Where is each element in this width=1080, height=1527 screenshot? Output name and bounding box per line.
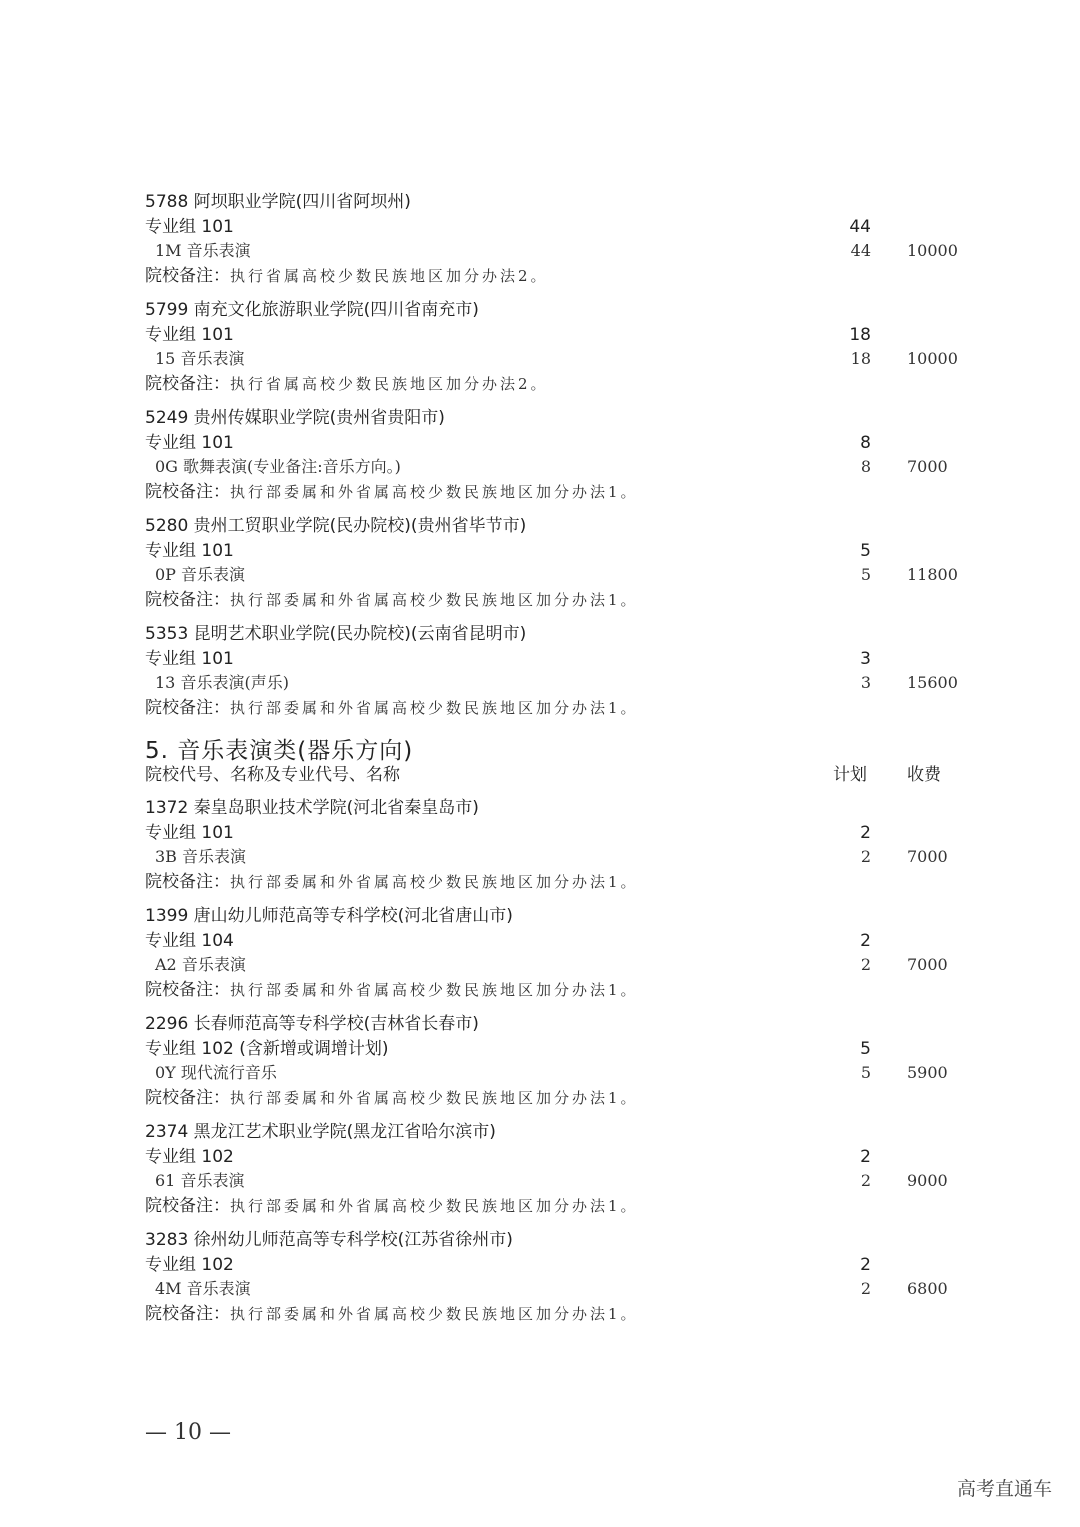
major-fee: 6800 xyxy=(907,1279,948,1299)
school-entry xyxy=(145,406,965,504)
note-label: 院校备注： xyxy=(145,1195,230,1216)
major-line xyxy=(145,953,965,978)
note-label: 院校备注： xyxy=(145,589,230,610)
major-plan-count: 18 xyxy=(850,349,871,369)
group-name: 专业组 102 xyxy=(145,1254,234,1275)
school-entry xyxy=(145,514,965,612)
watermark: 高考直通车 xyxy=(956,1478,1052,1500)
school-name: 2296 长春师范高等专科学校(吉林省长春市) xyxy=(145,1014,479,1034)
school-name: 3283 徐州幼儿师范高等专科学校(江苏省徐州市) xyxy=(145,1230,513,1250)
major-fee: 7000 xyxy=(907,457,948,477)
major-fee: 7000 xyxy=(907,847,948,867)
note-text: 执行部委属和外省属高校少数民族地区加分办法1。 xyxy=(230,590,639,609)
major-fee: 11800 xyxy=(907,565,958,585)
school-name: 2374 黑龙江艺术职业学院(黑龙江省哈尔滨市) xyxy=(145,1122,496,1142)
note-line xyxy=(145,1194,965,1219)
group-name: 专业组 101 xyxy=(145,216,234,237)
note-text: 执行部委属和外省属高校少数民族地区加分办法1。 xyxy=(230,872,639,891)
school-entry xyxy=(145,1228,965,1326)
note-text: 执行部委属和外省属高校少数民族地区加分办法1。 xyxy=(230,1304,639,1323)
group-name: 专业组 101 xyxy=(145,324,234,345)
group-name: 专业组 102 xyxy=(145,1146,234,1167)
group-plan-count: 18 xyxy=(849,324,871,345)
major-fee: 5900 xyxy=(907,1063,948,1083)
note-label: 院校备注： xyxy=(145,265,230,286)
group-plan-count: 2 xyxy=(860,822,871,843)
column-header xyxy=(145,763,965,787)
note-text: 执行省属高校少数民族地区加分办法2。 xyxy=(230,374,549,393)
note-text: 执行部委属和外省属高校少数民族地区加分办法1。 xyxy=(230,1196,639,1215)
note-line xyxy=(145,372,965,397)
group-line xyxy=(145,215,965,240)
group-line xyxy=(145,323,965,348)
major-plan-count: 3 xyxy=(860,673,871,693)
column-fee-header: 收费 xyxy=(907,765,941,785)
major-plan-count: 2 xyxy=(860,1279,871,1299)
major-name: 0P 音乐表演 xyxy=(155,565,246,585)
group-plan-count: 44 xyxy=(849,216,871,237)
major-plan-count: 8 xyxy=(860,457,871,477)
school-line xyxy=(145,1012,965,1037)
school-line xyxy=(145,298,965,323)
group-line xyxy=(145,647,965,672)
group-line xyxy=(145,1145,965,1170)
note-line xyxy=(145,1086,965,1111)
group-plan-count: 5 xyxy=(860,540,871,561)
group-line xyxy=(145,929,965,954)
note-text: 执行部委属和外省属高校少数民族地区加分办法1。 xyxy=(230,1088,639,1107)
major-name: 15 音乐表演 xyxy=(155,349,245,369)
major-name: 4M 音乐表演 xyxy=(155,1279,251,1299)
group-plan-count: 8 xyxy=(860,432,871,453)
note-line xyxy=(145,264,965,289)
column-plan-header: 计划 xyxy=(833,765,867,785)
major-name: 3B 音乐表演 xyxy=(155,847,247,867)
major-line xyxy=(145,1169,965,1194)
note-text: 执行部委属和外省属高校少数民族地区加分办法1。 xyxy=(230,980,639,999)
group-name: 专业组 101 xyxy=(145,540,234,561)
major-line xyxy=(145,563,965,588)
group-plan-count: 5 xyxy=(860,1038,871,1059)
school-entry xyxy=(145,1012,965,1110)
major-name: 0Y 现代流行音乐 xyxy=(155,1063,277,1083)
group-name: 专业组 101 xyxy=(145,648,234,669)
school-line xyxy=(145,1228,965,1253)
major-line xyxy=(145,239,965,264)
note-label: 院校备注： xyxy=(145,373,230,394)
major-fee: 7000 xyxy=(907,955,948,975)
school-name: 1372 秦皇岛职业技术学院(河北省秦皇岛市) xyxy=(145,798,479,818)
group-plan-count: 3 xyxy=(860,648,871,669)
group-plan-count: 2 xyxy=(860,930,871,951)
note-label: 院校备注： xyxy=(145,1303,230,1324)
major-line xyxy=(145,347,965,372)
major-line xyxy=(145,671,965,696)
note-line xyxy=(145,696,965,721)
school-line xyxy=(145,904,965,929)
major-plan-count: 5 xyxy=(860,565,871,585)
major-plan-count: 5 xyxy=(860,1063,871,1083)
page-number: — 10 — xyxy=(145,1420,231,1445)
school-entry xyxy=(145,190,965,288)
note-text: 执行部委属和外省属高校少数民族地区加分办法1。 xyxy=(230,698,639,717)
major-fee: 9000 xyxy=(907,1171,948,1191)
major-line xyxy=(145,455,965,480)
note-text: 执行部委属和外省属高校少数民族地区加分办法1。 xyxy=(230,482,639,501)
major-plan-count: 44 xyxy=(850,241,871,261)
note-label: 院校备注： xyxy=(145,871,230,892)
school-line xyxy=(145,1120,965,1145)
section-title: 5. 音乐表演类(器乐方向) xyxy=(145,738,414,764)
group-line xyxy=(145,821,965,846)
group-line xyxy=(145,1253,965,1278)
group-name: 专业组 104 xyxy=(145,930,234,951)
major-fee: 10000 xyxy=(907,349,958,369)
major-fee: 15600 xyxy=(907,673,958,693)
major-name: 1M 音乐表演 xyxy=(155,241,251,261)
school-name: 5788 阿坝职业学院(四川省阿坝州) xyxy=(145,192,411,212)
school-entry xyxy=(145,904,965,1002)
major-line xyxy=(145,845,965,870)
school-name: 5249 贵州传媒职业学院(贵州省贵阳市) xyxy=(145,408,445,428)
group-plan-count: 2 xyxy=(860,1146,871,1167)
school-name: 5799 南充文化旅游职业学院(四川省南充市) xyxy=(145,300,479,320)
group-line xyxy=(145,539,965,564)
group-line xyxy=(145,431,965,456)
major-fee: 10000 xyxy=(907,241,958,261)
note-line xyxy=(145,978,965,1003)
school-entry xyxy=(145,622,965,720)
major-plan-count: 2 xyxy=(860,847,871,867)
note-label: 院校备注： xyxy=(145,1087,230,1108)
major-name: 0G 歌舞表演(专业备注:音乐方向。) xyxy=(155,457,401,477)
major-name: 61 音乐表演 xyxy=(155,1171,245,1191)
column-name-header: 院校代号、名称及专业代号、名称 xyxy=(145,765,400,785)
major-name: 13 音乐表演(声乐) xyxy=(155,673,289,693)
school-line xyxy=(145,406,965,431)
group-name: 专业组 101 xyxy=(145,432,234,453)
group-plan-count: 2 xyxy=(860,1254,871,1275)
note-label: 院校备注： xyxy=(145,697,230,718)
note-line xyxy=(145,480,965,505)
school-entry xyxy=(145,796,965,894)
major-line xyxy=(145,1277,965,1302)
school-line xyxy=(145,514,965,539)
major-plan-count: 2 xyxy=(860,955,871,975)
group-name: 专业组 102 (含新增或调增计划) xyxy=(145,1038,389,1059)
school-line xyxy=(145,622,965,647)
note-label: 院校备注： xyxy=(145,979,230,1000)
school-entry xyxy=(145,298,965,396)
group-line xyxy=(145,1037,965,1062)
school-entry xyxy=(145,1120,965,1218)
major-name: A2 音乐表演 xyxy=(155,955,246,975)
major-plan-count: 2 xyxy=(860,1171,871,1191)
major-line xyxy=(145,1061,965,1086)
note-line xyxy=(145,870,965,895)
school-name: 5353 昆明艺术职业学院(民办院校)(云南省昆明市) xyxy=(145,624,527,644)
note-label: 院校备注： xyxy=(145,481,230,502)
note-line xyxy=(145,588,965,613)
school-line xyxy=(145,190,965,215)
note-line xyxy=(145,1302,965,1327)
note-text: 执行省属高校少数民族地区加分办法2。 xyxy=(230,266,549,285)
school-name: 1399 唐山幼儿师范高等专科学校(河北省唐山市) xyxy=(145,906,513,926)
school-line xyxy=(145,796,965,821)
school-name: 5280 贵州工贸职业学院(民办院校)(贵州省毕节市) xyxy=(145,516,527,536)
group-name: 专业组 101 xyxy=(145,822,234,843)
